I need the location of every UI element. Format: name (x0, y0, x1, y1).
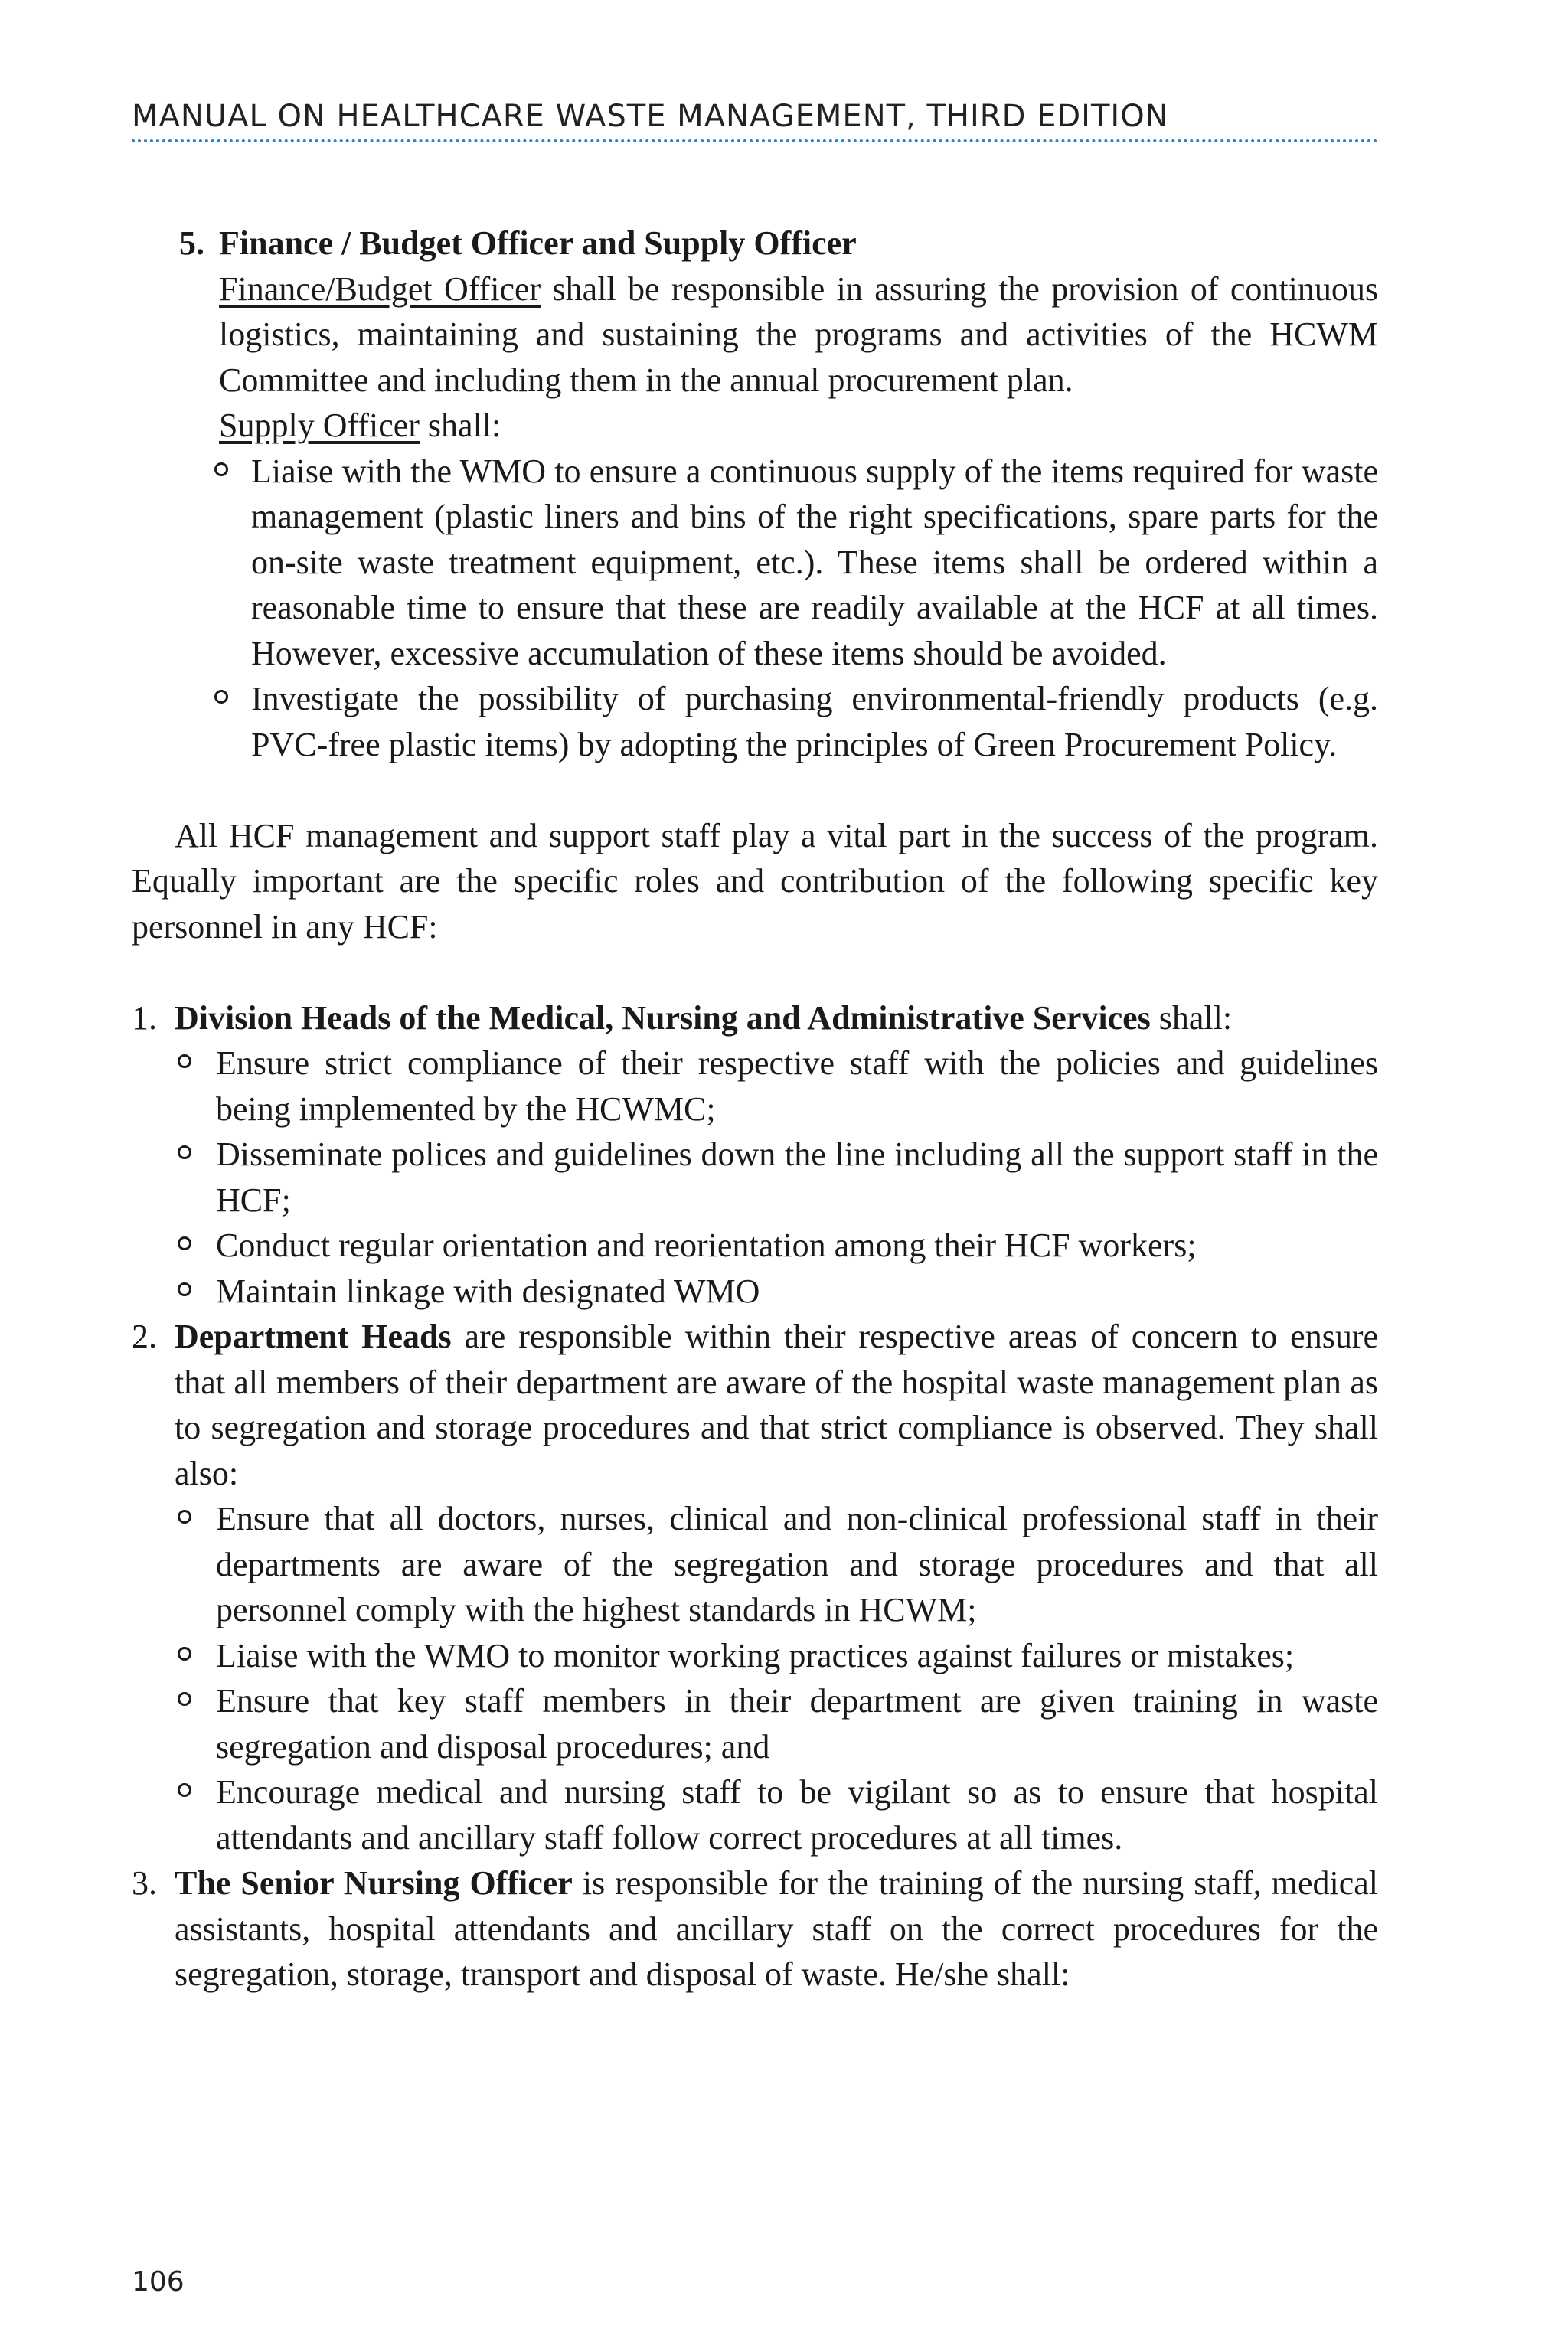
bullet-text: Investigate the possibility of purchasing environmental-friendly products (e.g. PVC-free plastic items) by adopting the principles of Green Procurement Policy. (251, 680, 1378, 763)
list-item-senior-nursing-officer (132, 1860, 1378, 1998)
page-number: 106 (132, 2266, 185, 2298)
bullet-circle-icon (178, 1145, 191, 1159)
item-text: is responsible for the training of the nursing staff, medical assistants, hospital attendants and ancillary staff on the correct procedures for the segregation, storage, transport and disposal of waste. He/she shall: (175, 1864, 1378, 1993)
bullet-text: Ensure that key staff members in their department are given training in waste segregation and disposal procedures; and (216, 1682, 1378, 1766)
item-bold-label: Department Heads (175, 1318, 452, 1355)
supply-officer-paragraph (132, 403, 1378, 449)
bullet-text: Encourage medical and nursing staff to be vigilant so as to ensure that hospital attendants and ancillary staff follow correct procedures at all times. (216, 1773, 1378, 1857)
list-item (132, 449, 1378, 677)
running-header: MANUAL ON HEALTHCARE WASTE MANAGEMENT, THIRD EDITION (132, 99, 1169, 134)
finance-officer-label: Finance/Budget Officer (219, 270, 541, 308)
bullet-text: Conduct regular orientation and reorientation among their HCF workers; (216, 1227, 1197, 1264)
supply-officer-label: Supply Officer (219, 407, 420, 444)
bullet-circle-icon (178, 1054, 191, 1068)
intro-paragraph: All HCF management and support staff play a vital part in the success of the program. Equally important are the specific roles and contribution of the following specific key personnel in any HCF: (132, 816, 1378, 946)
list-item (132, 1223, 1378, 1269)
bullet-circle-icon (178, 1647, 191, 1661)
item-number: 1. (132, 998, 157, 1037)
section-number: 5. (179, 224, 204, 262)
item-text: shall: (1150, 998, 1233, 1037)
list-item-department-heads (132, 1314, 1378, 1496)
bullet-text: Liaise with the WMO to monitor working practices against failures or mistakes; (216, 1636, 1295, 1674)
bullet-circle-icon (178, 1692, 191, 1706)
list-item (132, 1633, 1378, 1679)
list-item (132, 1496, 1378, 1633)
supply-officer-text: shall: (419, 407, 501, 444)
section-5-heading (132, 220, 1378, 266)
list-item (132, 1269, 1378, 1315)
list-item (132, 1132, 1378, 1223)
bullet-circle-icon (178, 1510, 191, 1524)
bullet-text: Disseminate polices and guidelines down the line including all the support staff in the HCF; (216, 1135, 1378, 1219)
item-bold-label: The Senior Nursing Officer (175, 1864, 573, 1902)
item-number: 3. (132, 1864, 157, 1902)
section-title: Finance / Budget Officer and Supply Officer (219, 224, 857, 262)
bullet-circle-icon (178, 1282, 191, 1296)
bullet-text: Liaise with the WMO to ensure a continuous supply of the items required for waste management (plastic liners and bins of the right specifications, spare parts for the on-site waste treatment equipment, etc.). These items shall be ordered within a reasonable time to ensure that these are readily available at the HCF at all times. However, excessive accumulation of these items should be avoided. (251, 452, 1378, 672)
list-item (132, 1040, 1378, 1132)
finance-officer-text: shall be responsible in assuring the provision of continuous logistics, maintaining and sustaining the programs and activities of the HCWM Committee and including them in the annual procurement plan. (219, 270, 1378, 399)
item-bold-label: Division Heads of the Medical, Nursing and Administrative Services (175, 998, 1151, 1037)
bullet-text: Ensure strict compliance of their respective staff with the policies and guidelines being implemented by the HCWMC; (216, 1044, 1378, 1128)
item-number: 2. (132, 1318, 157, 1355)
header-divider (132, 139, 1378, 142)
bullet-circle-icon (214, 462, 228, 476)
finance-officer-paragraph (132, 266, 1378, 403)
list-item (132, 1678, 1378, 1769)
list-item-division-heads (132, 995, 1378, 1041)
bullet-text: Ensure that all doctors, nurses, clinical and non-clinical professional staff in their departments are aware of the segregation and storage procedures and that all personnel comply with the highest standards in HCWM; (216, 1500, 1378, 1628)
bullet-text: Maintain linkage with designated WMO (216, 1272, 760, 1310)
section-5 (132, 220, 1378, 767)
page-body (132, 220, 1378, 1998)
list-item (132, 1769, 1378, 1860)
bullet-circle-icon (214, 690, 228, 704)
bullet-circle-icon (178, 1236, 191, 1250)
bullet-circle-icon (178, 1783, 191, 1797)
item-text: are responsible within their respective areas of concern to ensure that all members of their department are aware of the hospital waste management plan as to segregation and storage procedures and that strict compliance is observed. They shall also: (175, 1318, 1379, 1492)
list-item (132, 676, 1378, 767)
